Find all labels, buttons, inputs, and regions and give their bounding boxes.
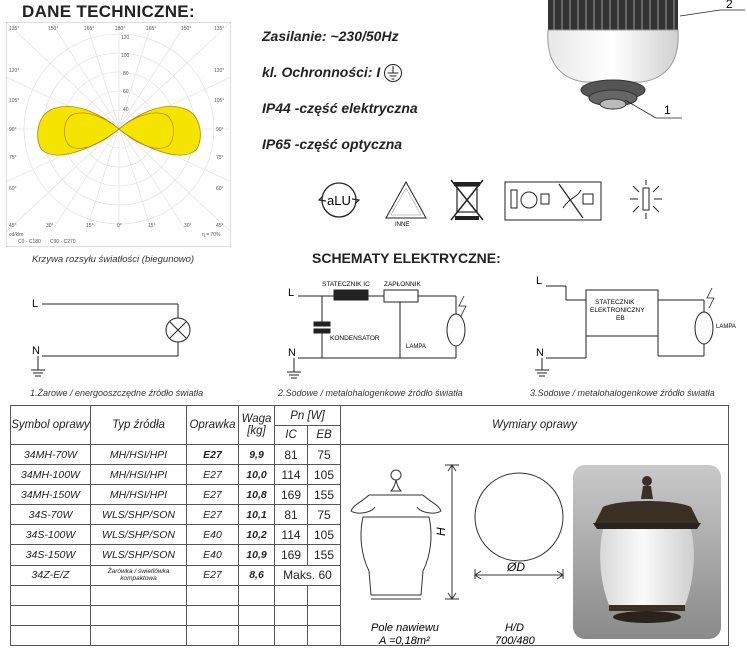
schematic-3-caption: 3.Sodowe / metalohalogenkowe źródło światła (530, 388, 715, 398)
angle-label: 105° (9, 98, 20, 104)
label-eb-1: STATECZNIK (595, 299, 635, 306)
lamp-disposal-icon (505, 182, 601, 220)
angle-label: 45° (9, 223, 17, 229)
callout-1: 1 (664, 103, 671, 117)
efficiency-label: η = 70% (202, 232, 221, 238)
svg-text:N: N (32, 345, 40, 357)
recycle-triangle-icon (386, 182, 426, 226)
schematic-sodium-ic (284, 274, 484, 386)
svg-text:aLU: aLU (327, 193, 351, 208)
polar-caption: Krzywa rozsyłu światłości (biegunowo) (32, 254, 195, 265)
angle-label: 15° (148, 223, 156, 229)
luminaire-photo (573, 465, 721, 639)
label-eb-2: ELEKTRONICZNY (590, 307, 645, 314)
page-title: DANE TECHNICZNE: (22, 2, 195, 21)
angle-label: 30° (46, 223, 54, 229)
luminaire-outline (351, 470, 441, 599)
schematic-incandescent (28, 290, 228, 380)
angle-label: 75° (9, 155, 17, 161)
pole-value: A =0,18m² (379, 635, 430, 647)
spec-table (10, 405, 729, 646)
svg-text:L: L (536, 275, 543, 287)
dimensions-drawing (341, 445, 727, 649)
header-symbol: Symbol oprawy (11, 406, 91, 445)
certification-symbols (315, 176, 690, 226)
angle-label: 135° (214, 26, 225, 32)
header-oprawka: Oprawka (187, 406, 239, 445)
table-row: 34S-150W WLS/SHP/SON E40 10,9 169 155 (11, 545, 729, 565)
schematic-1-caption: 1.Żarowe / energooszczędne źródło światła (30, 388, 204, 398)
radial-label: 40 (123, 107, 129, 113)
angle-label: 15° (86, 223, 94, 229)
angle-label: 150° (48, 26, 59, 32)
hd-value: 700/480 (495, 635, 535, 647)
svg-text:L: L (32, 298, 39, 310)
hd-label: H/D (505, 622, 524, 634)
dim-d-label: ØD (507, 560, 525, 574)
dim-h-label: H (434, 527, 448, 536)
lamp-radiation-icon (630, 180, 662, 219)
radial-label: 60 (123, 89, 129, 95)
label-lampa: LAMPA (716, 324, 736, 330)
alu-recycle-icon (319, 183, 359, 217)
label-kondensator: KONDENSATOR (330, 335, 380, 342)
schematic-2-caption: 2.Sodowe / metalohalogenkowe źródło światła (278, 388, 463, 398)
table-row: 34S-100W WLS/SHP/SON E40 10,2 114 105 (11, 525, 729, 545)
legend-c90: C90 - C270 (50, 239, 76, 245)
ground-icon (383, 63, 403, 83)
radial-label: 100 (121, 53, 130, 59)
label-eb-3: EB (616, 315, 625, 322)
polar-diagram (6, 22, 231, 247)
angle-label: 75° (216, 155, 224, 161)
angle-label: 60° (9, 186, 17, 192)
radial-label: 80 (123, 71, 129, 77)
spec-power: Zasilanie: ~230/50Hz (262, 28, 399, 44)
header-typ: Typ źródła (91, 406, 187, 445)
unit-label: cd/klm (9, 232, 24, 238)
table-row: 34Z-E/Z Żarówka / świetlówka kompaktowa E27 8,6 Maks. 60 (11, 565, 729, 585)
angle-label: 165° (84, 26, 95, 32)
pole-label: Pole nawiewu (371, 622, 439, 634)
table-row: 34S-70W WLS/SHP/SON E27 10,1 81 75 (11, 505, 729, 525)
angle-label: 90° (9, 127, 17, 133)
spec-protection-class: kl. Ochronności: I (262, 64, 381, 80)
angle-label: 180° (115, 26, 126, 32)
spec-ip65: IP65 -część optyczna (262, 136, 403, 152)
label-statecznik: STATECZNIK IC (322, 281, 370, 288)
angle-label: 45° (216, 223, 224, 229)
schematics-title: SCHEMATY ELEKTRYCZNE: (312, 250, 501, 266)
angle-label: 90° (216, 127, 224, 133)
table-row: 34MH-70W MH/HSI/HPI E27 9,9 81 75 H ØD Pole nawiewu A =0,18m² H/D 700/480 (11, 445, 729, 465)
svg-text:INNE: INNE (395, 222, 410, 226)
header-ic: IC (275, 426, 308, 445)
legend-c0: C0 - C180 (18, 239, 41, 245)
table-row: 34MH-100W MH/HSI/HPI E27 10,0 114 105 (11, 465, 729, 485)
angle-label: 135° (9, 26, 20, 32)
angle-label: 60° (216, 186, 224, 192)
callout-2: 2 (726, 0, 733, 11)
weee-crossed-bin-icon (451, 180, 483, 220)
product-detail-photo (530, 0, 747, 130)
angle-label: 150° (181, 26, 192, 32)
angle-label: 105° (214, 98, 225, 104)
svg-text:N: N (536, 347, 544, 359)
label-lampa: LAMPA (406, 344, 426, 350)
table-row: 34MH-150W MH/HSI/HPI E27 10,8 169 155 (11, 485, 729, 505)
angle-label: 120° (9, 68, 20, 74)
angle-label: 0° (117, 223, 122, 229)
radial-label: 120 (121, 35, 130, 41)
angle-label: 30° (184, 223, 192, 229)
angle-label: 165° (146, 26, 157, 32)
header-eb: EB (308, 426, 341, 445)
angle-label: 120° (214, 68, 225, 74)
svg-text:N: N (288, 347, 296, 359)
label-zaplonnik: ZAPŁONNIK (384, 281, 421, 288)
schematic-electronic-eb (532, 270, 744, 386)
svg-text:L: L (288, 287, 295, 299)
luminaire-top-view (475, 473, 563, 561)
header-pn: Pn [W] (275, 406, 341, 426)
spec-ip44: IP44 -część elektryczna (262, 100, 418, 116)
header-wymiary: Wymiary oprawy (341, 406, 729, 445)
dimensions-cell (341, 445, 729, 646)
header-waga: Waga [kg] (239, 406, 275, 445)
